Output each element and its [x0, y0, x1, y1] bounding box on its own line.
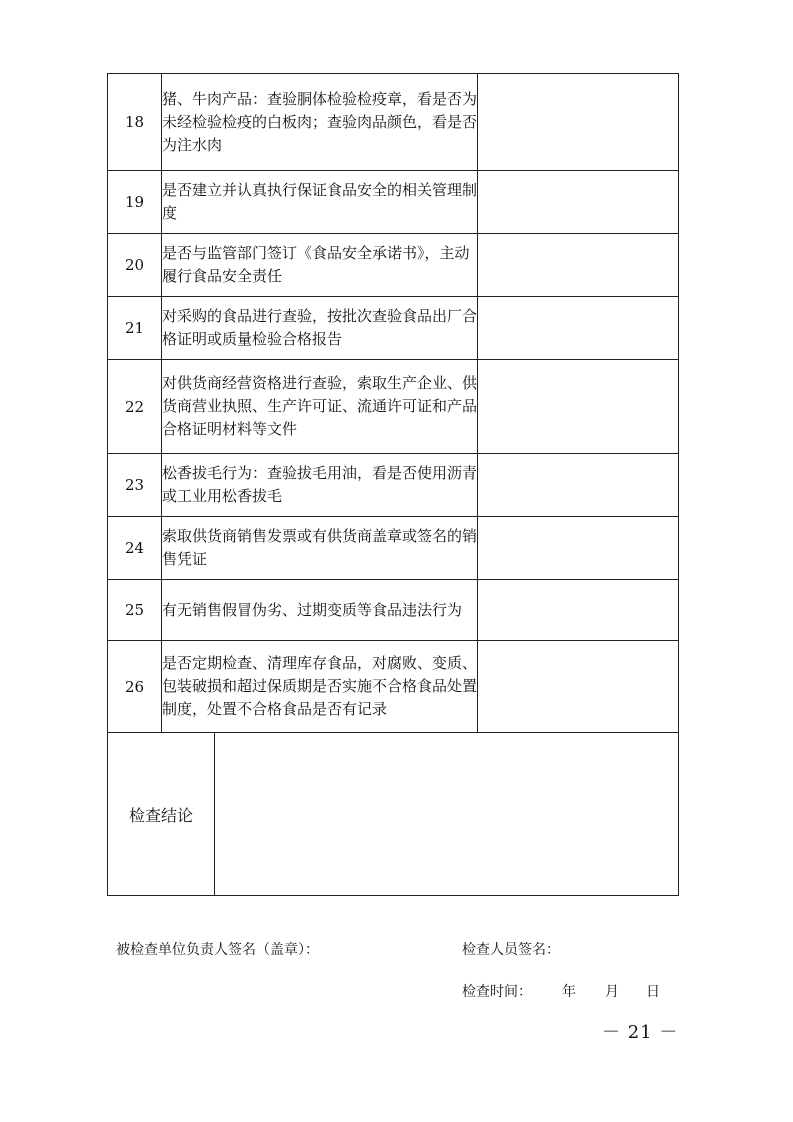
item-result-cell	[478, 360, 679, 454]
item-result-cell	[478, 297, 679, 360]
item-number: 18	[108, 74, 162, 171]
item-number: 19	[108, 171, 162, 234]
conclusion-table	[107, 732, 679, 896]
item-result-cell	[478, 234, 679, 297]
item-description: 松香拔毛行为：查验拔毛用油，看是否使用沥青或工业用松香拔毛	[162, 454, 478, 517]
item-result-cell	[478, 171, 679, 234]
month-label: 月	[605, 984, 619, 1000]
item-number: 20	[108, 234, 162, 297]
table-row	[108, 517, 679, 580]
item-description: 猪、牛肉产品：查验胴体检验检疫章，看是否为未经检验检疫的白板肉；查验肉品颜色，看是否为注水肉	[162, 74, 478, 171]
item-result-cell	[478, 641, 679, 733]
item-description: 是否定期检查、清理库存食品，对腐败、变质、包装破损和超过保质期是否实施不合格食品处置制度，处置不合格食品是否有记录	[162, 641, 478, 733]
table-row	[108, 74, 679, 171]
year-label: 年	[562, 984, 576, 1000]
item-description: 是否建立并认真执行保证食品安全的相关管理制度	[162, 171, 478, 234]
item-description: 是否与监管部门签订《食品安全承诺书》，主动履行食品安全责任	[162, 234, 478, 297]
day-label: 日	[646, 984, 660, 1000]
conclusion-row	[108, 733, 679, 896]
item-description: 有无销售假冒伪劣、过期变质等食品违法行为	[162, 580, 478, 641]
unit-signature-label: 被检查单位负责人签名（盖章）：	[116, 942, 319, 958]
item-number: 22	[108, 360, 162, 454]
item-number: 23	[108, 454, 162, 517]
table-row	[108, 360, 679, 454]
table-row	[108, 234, 679, 297]
table-row	[108, 580, 679, 641]
table-row	[108, 297, 679, 360]
item-result-cell	[478, 580, 679, 641]
item-number: 24	[108, 517, 162, 580]
item-number: 21	[108, 297, 162, 360]
table-row	[108, 641, 679, 733]
inspector-signature-label: 检查人员签名：	[462, 942, 560, 958]
item-result-cell	[478, 454, 679, 517]
conclusion-input-area[interactable]	[215, 733, 679, 896]
inspection-items-table	[107, 73, 679, 733]
item-number: 25	[108, 580, 162, 641]
table-row	[108, 454, 679, 517]
table-row	[108, 171, 679, 234]
item-result-cell	[478, 74, 679, 171]
page-number: － 21 －	[602, 1022, 679, 1043]
item-result-cell	[478, 517, 679, 580]
item-description: 对供货商经营资格进行查验，索取生产企业、供货商营业执照、生产许可证、流通许可证和产品合格证明材料等文件	[162, 360, 478, 454]
item-number: 26	[108, 641, 162, 733]
item-description: 对采购的食品进行查验，按批次查验食品出厂合格证明或质量检验合格报告	[162, 297, 478, 360]
inspection-time-label: 检查时间：	[462, 984, 532, 1000]
conclusion-label: 检查结论	[108, 733, 215, 896]
item-description: 索取供货商销售发票或有供货商盖章或签名的销售凭证	[162, 517, 478, 580]
